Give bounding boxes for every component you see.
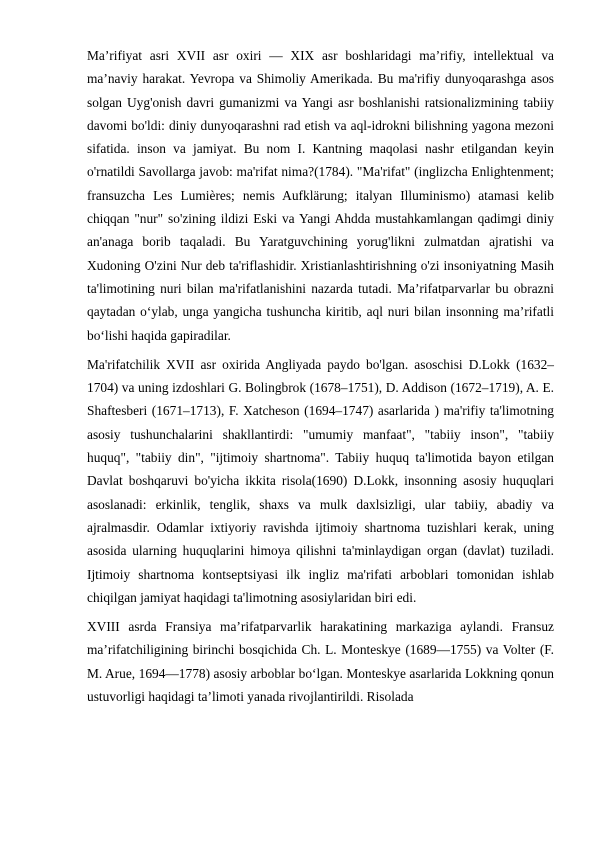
paragraph-enlightenment-definition: Ma’rifiyat asri XVII asr oxiri — XIX asr boshlaridagi ma’rifiy, intellektual va ma’naviy harakat. Yevropa va Shimoliy Amerikada. Bu ma'rifiy dunyoqarashga asos solgan Uyg'onish davri gumanizmi va Yangi asr boshlanishi ratsionalizmining tabiiy davomi bo'ldi: diniy dunyoqarashni rad etish va aql-idrokni bilishning yagona mezoni sifatida. inson va jamiyat. Bu nom I. Kantning maqolasi nashr etilgandan keyin o'rnatildi Savollarga javob: ma'rifat nima?(1784). "Ma'rifat" (inglizcha Enlightenment; fransuzcha Les Lumières; nemis Aufklärung; italyan Illuminismo) atamasi kelib chiqqan "nur" so'zining ildizi Eski va Yangi Ahdda mustahkamlangan qadimgi diniy an'anaga borib taqaladi. Bu Yaratguvchining yorug'likni zulmatdan ajratishi va Xudoning O'zini Nur deb ta'riflashidir. Xristianlashtirishning o'zi insoniyatning Masih ta'limotining nuri bilan ma'rifatlanishini nazarda tutadi. Ma’rifatparvarlar bu obrazni qaytadan o‘ylab, unga yangicha tushuncha kiritib, aql nuri bilan insonning ma’rifatli bo‘lishi haqida gapiradilar.	[87, 48, 554, 343]
document-page	[87, 44, 554, 714]
paragraph-english-enlightenment: Ma'rifatchilik XVII asr oxirida Angliyada paydo bo'lgan. asoschisi D.Lokk (1632–1704) va uning izdoshlari G. Bolingbrok (1678–1751), D. Addison (1672–1719), A. E. Shaftesberi (1671–1713), F. Xatcheson (1694–1747) asarlarida ) ma'rifiy ta'limotning asosiy tushunchalarini shakllantirdi: "umumiy manfaat", "tabiiy inson", "tabiiy huquq", "tabiiy din", "ijtimoiy shartnoma". Tabiiy huquq ta'limotida bayon etilgan Davlat boshqaruvi bo'yicha ikkita risola(1690) D.Lokk, insonning asosiy huquqlari asoslanadi: erkinlik, tenglik, shaxs va mulk daxlsizligi, ular tabiiy, abadiy va ajralmasdir. Odamlar ixtiyoriy ravishda ijtimoiy shartnoma tuzishlari kerak, uning asosida ularning huquqlarini himoya qilishni ta'minlaydigan organ (davlat) tuziladi. Ijtimoiy shartnoma kontseptsiyasi ilk ingliz ma'rifati arboblari tomonidan ishlab chiqilgan jamiyat haqidagi ta'limotning asosiylaridan biri edi.	[87, 356, 554, 605]
paragraph-french-enlightenment: XVIII asrda Fransiya ma’rifatparvarlik harakatining markaziga aylandi. Fransuz ma’rifatchiligining birinchi bosqichida Ch. L. Monteskye (1689—1755) va Volter (F. M. Arue, 1694—1778) asosiy arboblar bo‘lgan. Monteskye asarlarida Lokkning qonun ustuvorligi haqidagi ta’limoti yanada rivojlantirildi. Risolada	[87, 619, 554, 705]
